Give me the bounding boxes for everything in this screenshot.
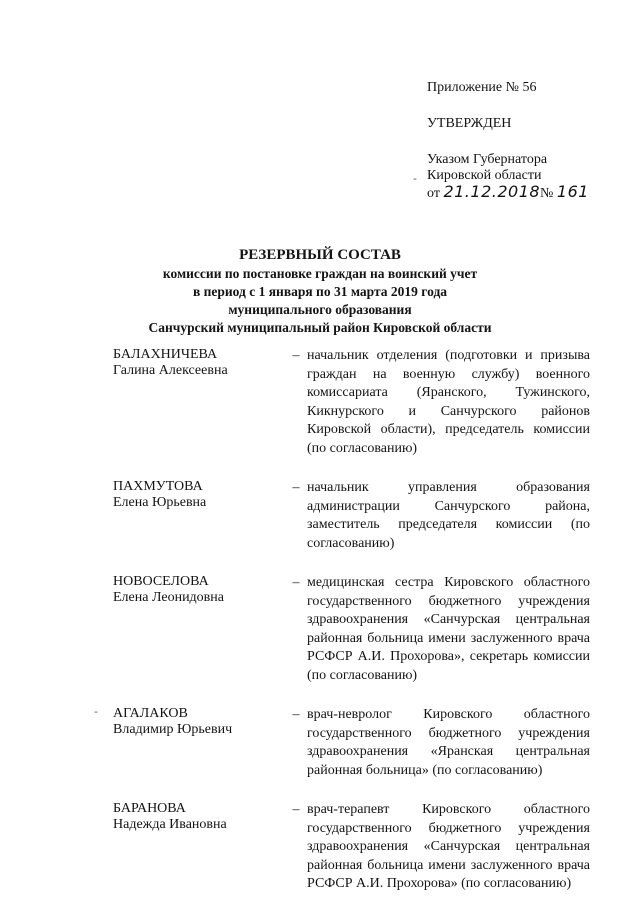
approval-block [427,80,589,202]
member-given-name: Галина Алексеевна [113,363,228,378]
member-entry [113,574,603,685]
member-name [113,574,285,606]
member-entry [113,801,603,894]
member-dash: – [292,348,300,363]
member-surname: БАРАНОВА [113,801,186,816]
document-title [0,245,640,337]
handwritten-number: 161 [556,182,589,201]
member-surname: ПАХМУТОВА [113,479,203,494]
approved-label: УТВЕРЖДЕН [427,116,512,131]
handwritten-date: 21.12.2018 [443,182,541,201]
decree-line-2: Кировской области [427,168,542,183]
number-sign: № [540,186,554,201]
members-list [113,347,603,915]
member-given-name: Надежда Ивановна [113,817,227,832]
member-dash: – [292,802,300,817]
member-given-name: Елена Леонидовна [113,590,224,605]
member-surname: АГАЛАКОВ [113,706,188,721]
title-line-4: Санчурский муниципальный район Кировской области [148,320,492,335]
title-line-2: в период с 1 января по 31 марта 2019 года [192,284,448,299]
decree-line-1: Указом Губернатора [427,152,548,167]
member-name [113,706,285,738]
scan-mark: - [413,172,417,185]
member-role: врач-терапевт Кировского областного государственного бюджетного учреждения здравоохранения «Санчурская центральная районная больница имени заслуженного врача РСФСР А.И. Прохорова» (по согласованию) [307,802,590,891]
member-entry [113,347,603,458]
member-role: медицинская сестра Кировского областного государственного бюджетного учреждения здравоохранения «Санчурская центральная районная больница имени заслуженного врача РСФСР А.И. Прохорова», секретарь комиссии (по согласованию) [307,575,590,683]
member-entry [113,706,603,780]
member-entry [113,479,603,553]
title-main: РЕЗЕРВНЫЙ СОСТАВ [239,247,401,263]
member-dash: – [292,575,300,590]
member-role: начальник отделения (подготовки и призыва граждан на военную службу) военного комиссариата (Яранского, Тужинского, Кикнурского и Санчурского районов Кировской области), председатель комиссии (по согласованию) [307,348,590,456]
member-given-name: Владимир Юрьевич [113,722,233,737]
member-name [113,347,285,379]
member-name [113,479,285,511]
member-role: начальник управления образования администрации Санчурского района, заместитель председателя комиссии (по согласованию) [307,480,590,551]
appendix-number: Приложение № 56 [427,80,537,95]
title-line-1: комиссии по постановке граждан на воинский учет [162,266,478,281]
date-prefix: от [427,186,440,201]
member-dash: – [292,480,300,495]
member-surname: БАЛАХНИЧЕВА [113,347,218,362]
title-line-3: муниципального образования [228,302,412,317]
decree-date-line [427,184,589,202]
member-role: врач-невролог Кировского областного государственного бюджетного учреждения здравоохранения «Яранская центральная районная больница» (по согласованию) [307,707,590,778]
member-given-name: Елена Юрьевна [113,495,207,510]
scan-mark: - [94,705,98,718]
member-dash: – [292,707,300,722]
member-surname: НОВОСЕЛОВА [113,574,209,589]
member-name [113,801,285,833]
